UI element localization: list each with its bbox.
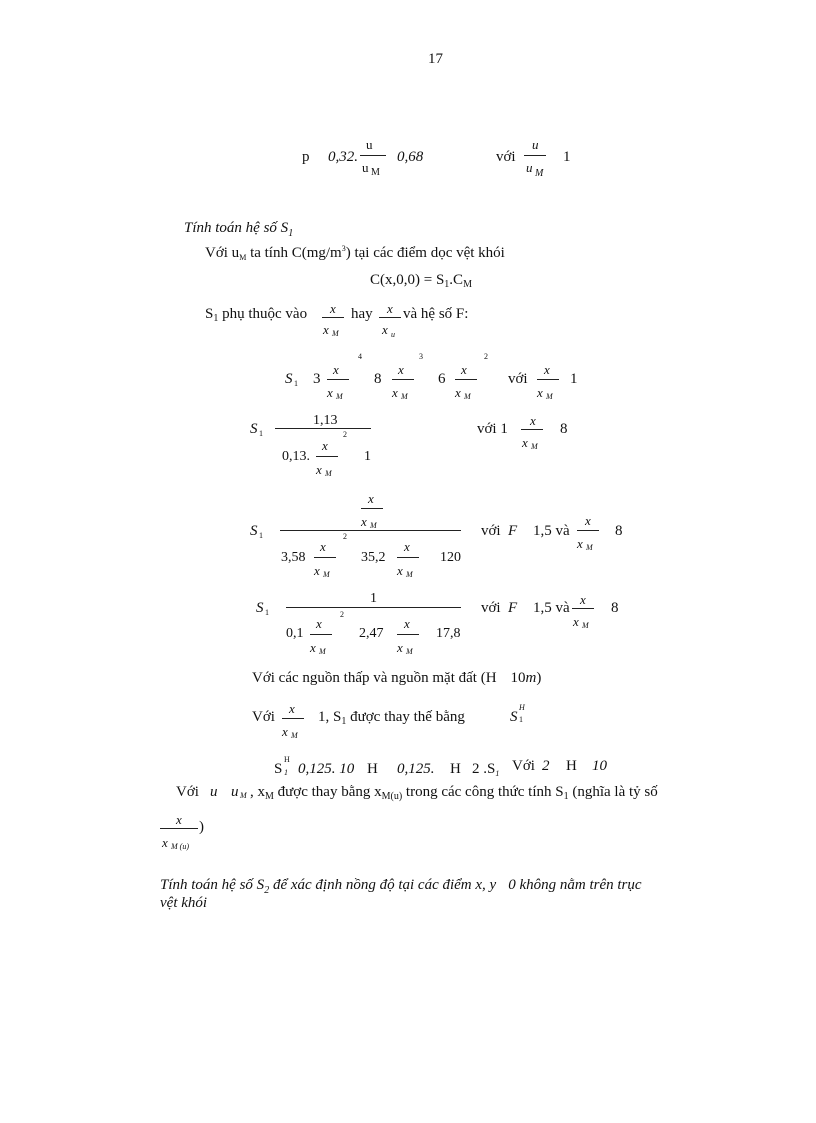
eq-p-lhs: p [302, 149, 310, 165]
eq-p-num: u [366, 137, 373, 152]
eq-p-const: 0,68 [397, 149, 424, 165]
page-number: 17 [428, 51, 443, 67]
heading-s1: Tính toán hệ số $S_1$ [184, 220, 294, 239]
eq-p-cond-num: u [532, 137, 539, 152]
eq-p-cond: với [496, 149, 516, 165]
eq-p-fraction-bar [360, 155, 386, 156]
eq-p-den-sub: M [371, 167, 380, 178]
eq-p-cond-den-sub: M [535, 168, 544, 179]
eq-p-cond-den: u [526, 160, 533, 175]
eq-p-coef: 0,32. [328, 149, 358, 165]
text-uM-line: Với $u_M$ ta tính $C(mg/m^3)$ tại các điểm dọc vệt khói [205, 244, 505, 262]
text-low-sources: Với các nguồn thấp và nguồn mặt đất (H 10m) [252, 670, 542, 686]
eq-p-cond-rhs: 1 [563, 149, 571, 165]
heading-s2-line2: vệt khói [160, 895, 208, 911]
eq-p-den: u [362, 160, 369, 175]
heading-s2: Tính toán hệ số $S_2$ để xác định nồng độ tại các điểm x, y 0 không nằm trên trục [160, 877, 642, 896]
equation-C: $C(x,0,0) = S_1.C_M$ [370, 272, 472, 290]
eq-p-cond-bar [524, 155, 546, 156]
